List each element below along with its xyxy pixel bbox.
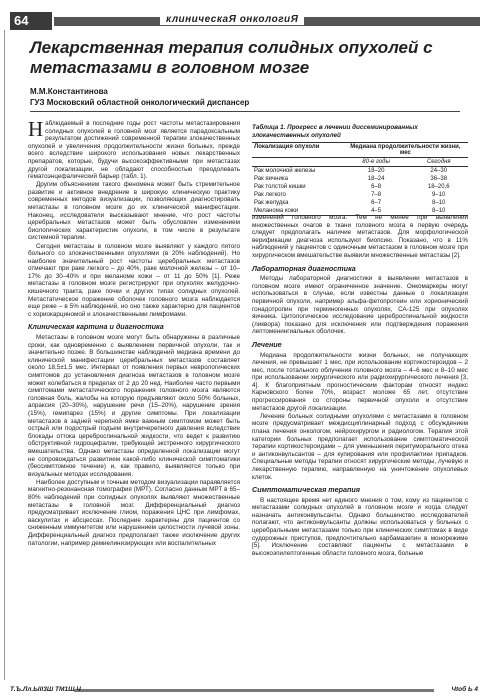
column-header: Медиана продолжительности жизни, мес — [343, 143, 468, 158]
section-heading-clinical: Клиническая картина и диагностика — [28, 322, 164, 332]
table-row — [252, 191, 468, 199]
paragraph: Методы лабораторной диагностики в выявлении метастазов в головном мозге имеют ограниченное значение. Онкомаркеры могут использоваться в случае, если известны данные о локализации первичной опухоли, например альфа-фетопротеин или хорионический гонадотропин при герминогенных опухолях, СА-125 при опухолях яичника. Цитологическое исследование цереброспинальной жидкости (ликвора) показано для исключения или подтверждения поражения лептоменингиальных оболочек. — [252, 275, 468, 336]
article-affiliation: ГУЗ Московский областной онкологический диспансер — [30, 98, 250, 107]
table-cell: Рак легкого — [254, 191, 286, 198]
section-heading-treatment: Лечение — [252, 339, 282, 349]
table-cell: Рак яичника — [254, 175, 288, 182]
table-cell: 18–20 — [367, 167, 385, 174]
column-header: Локализация опухоли — [252, 143, 343, 158]
table-subheader-row — [252, 158, 468, 167]
left-column — [28, 117, 240, 548]
table-cell: 8–10 — [409, 207, 468, 216]
article-title: Лекарственная терапия солидных опухолей с метастазами в головном мозге — [30, 38, 433, 77]
table-cell: 18–20,6 — [427, 183, 450, 190]
table-1 — [252, 124, 468, 216]
table-cell: Рак молочной железы — [254, 167, 316, 174]
table-row — [252, 199, 468, 207]
footer-bar — [74, 689, 434, 692]
table-header-row — [252, 143, 468, 158]
paragraph: Медиана продолжительности жизни больных, не получающих лечения, не превышает 1 мес, при использовании кортикостероидов – 2 мес, после тотального облучения головного мозга – 4–6 мес и 8–10 мес при использовании хирургического или радиохирургического лечения [3, 4]. К благоприятным прогностическим факторам относят индекс Карновского более 70%, возраст моложе 65 лет, отсутствие прогрессирования со стороны первичной опухоли и отсутствие метастазов другой локализации. — [252, 351, 468, 412]
page-header — [0, 0, 490, 34]
section-heading-lab: Лабораторная диагностика — [252, 263, 356, 273]
title-rule — [30, 111, 460, 112]
intro-text: аблюдаемый в последние годы рост частоты метастазирования солидных опухолей в головной мозг является парадоксальным результатом достижений современной терапии злокачественных опухолей и увеличения продолжительности жизни больных, прежде всего вследствие широкого использования новых лекарственных препаратов, которые, будучи высокоэффективными при метастазах другой локализации, не обладают способностью преодолевать гематоэнцефалический барьер (табл. 1). — [28, 120, 240, 181]
table-row — [252, 183, 468, 191]
page-number: 64 — [14, 13, 29, 28]
table-cell: 24–30 — [430, 167, 448, 174]
table-cell: 6–8 — [371, 183, 382, 190]
intro-paragraph — [28, 117, 240, 181]
table-cell: 6–7 — [371, 199, 382, 206]
column-subheader: Сегодня — [409, 158, 468, 167]
paragraph: Метастазы в головном мозге могут быть обнаружены в различные сроки, как одновременно с выявлением первичной опухоли, так и значительно позже. В большинстве наблюдений медиана времени до клинической манифестации церебральных метастазов составляет около 18,5±1,5 мес. Интервал от появления первых неврологических симптомов до установления диагноза метастазов в головном мозге может колебаться в пределах от 2 до 20 нед. Наиболее часто первыми симптомами метастатического поражения головного мозга являются головная боль, жалобы на которую предъявляют около 50% больных, апраксия (20–30%), нарушение речи (15–20%), нарушение зрения (15%), гемипарез (15%) и другие симптомы. При локализации метастазов в задней черепной ямке важным симптомом может быть острый или подострый подъем внутричерепного давления вследствие блокады оттока цереброспинальной жидкости, что ведет к развитию обструктивной гидроцефалии, требующей экстренного хирургического вмешательства. Однако метастазы определенной локализации могут не сопровождаться развитием какой-либо клинической симптоматики (бессимптомное течение) и, как правило, выявляются только при визуальных методах исследования. — [28, 334, 240, 478]
table-cell: 4–5 — [343, 207, 410, 216]
table-cell: 36–38 — [430, 175, 448, 182]
journal-name: клиническаЯ онкологиЯ — [160, 14, 304, 25]
column-subheader: 80-е годы — [343, 158, 410, 167]
drop-cap: Н — [28, 117, 44, 141]
footer-right-text: Чtоб Ь 4 — [451, 686, 478, 693]
paragraph: изменений головного мозга. Тем не менее при выявлении множественных очагов в ткани головного мозга в первую очередь следует предполагать наличие метастазов. Для морфологической верификации диагноза используют биопсию. Показано, что в 11% наблюдений у пациентов с одиночным метастазом в головном мозге при хирургическом вмешательстве выявили множественные метастазы [2]. — [252, 214, 468, 259]
table-cell: 7–8 — [371, 191, 382, 198]
table-row — [252, 175, 468, 183]
empty-header-cell — [252, 158, 343, 167]
paragraph: Наиболее доступным и точным методом визуализации параявляется магнитно-резонансная томография (МРТ). Согласно данным МРТ в 65–80% наблюдений при солидных опухолях выявляют множественные метастазы в головной мозг. Дифференциальный диагноз предусматривает исключение глиом, поражения ЦНС при лимфомах, васкулитах и абсцессах. Последние характерны для пациентов со сниженным иммунитетом или нарушением целостности лучевой зоны. Дифференциальный диагноз предполагает также исключение других патологии, например демиелинизирующих или воспалительных — [28, 478, 240, 547]
right-column — [252, 214, 468, 558]
paragraph: В настоящее время нет единого мнения о том, кому из пациентов с метастазами солидных опухолей в головном мозге и когда следует назначать антиконвульсанты. Однако большинство исследователей полагают, что антиконвульсанты должны использоваться у больных с церебральными метастазами только при клинических симптомах в виде судорожных приступов, предпочтительно карбамазепин в монорежиме [5]. Исключение составляют пациенты с метастазами в высокоэпилептогенные области головного мозга, больные — [252, 496, 468, 557]
table-cell: 18–24 — [367, 175, 385, 182]
table-caption: Таблица 1. Прогресс в лечении диссеминированных злокачественных опухолей — [252, 124, 418, 139]
page-border — [4, 30, 5, 680]
table-cell: 9–10 — [432, 191, 446, 198]
table-row — [252, 167, 468, 176]
footer-left-text: Т.Ъ.Лл.Ьlll3Ш ТМ1Ш Ч — [10, 686, 81, 693]
article-author: М.М.Константинова — [30, 87, 108, 96]
paragraph: Другим объяснением такого феномена может быть стремительное развитие и активное внедрение в широкую клиническую практику современных методов визуализации, позволяющих диагностировать метастазы в головном мозге до их клинической манифестации. Наконец, исследователи высказывают мнение, что рост частоты церебральных метастазов может быть обусловлен изменением биологических характеристик опухоли, в том числе в результате системной терапии. — [28, 181, 240, 242]
table-cell: Меланома кожи — [252, 207, 343, 216]
section-heading-symptomatic: Симптоматическая терапия — [252, 485, 360, 495]
progress-table — [252, 142, 468, 216]
paragraph: Сегодня метастазы в головном мозге выявляют у каждого пятого больного со злокачественными опухолями (в 20% наблюдений). Но наиболее значительный рост частоты церебральных метастазов отмечают при раке легкого – до 40%, раке молочной железы – от 10–17% до 30–40% и при меланоме кожи – от 11 до 50% [1]. Реже метастазы в головном мозге регистрируют при опухолях желудочно-кишечного тракта, раке почки и других типах солидных опухолей. Метастатическое поражение оболочек головного мозга наблюдается еще реже – в 5% наблюдений, но оно также характерно для пациентов с хориокарциномой и злокачественными лимфомами. — [28, 242, 240, 318]
table-cell: 8–10 — [432, 199, 446, 206]
paragraph: Лечение больных солидными опухолями с метастазами в головном мозге предусматривает междисциплинарный подход с обсуждением плана лечения онкологом, нейрохирургом и радиологом. Терапия этой категории больных предполагает использование симптоматической терапии кортикостероидами – для уменьшения перитуморального отека и антиконвульсантов – для купирования или профилактики припадков. Специальные методы терапии относят хирургические методы, лучевую и лекарственную терапию, направленную на уничтожение опухолевых клеток. — [252, 412, 468, 481]
table-cell: Рак толстой кишки — [254, 183, 306, 190]
table-cell: Рак желудка — [254, 199, 289, 206]
